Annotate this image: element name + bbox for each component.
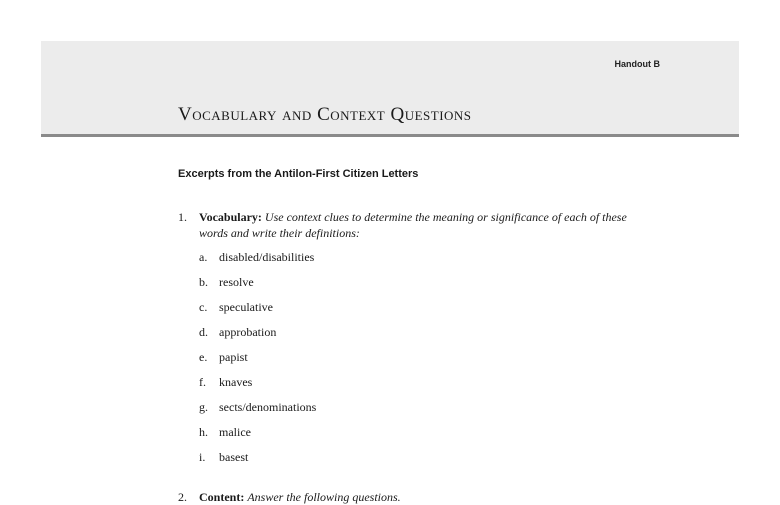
list-item [199,400,316,425]
item-letter: b. [199,275,208,289]
list-item [199,425,316,450]
question-prompt: Use context clues to determine the meaning or significance of each of these words and write their definitions: [199,210,627,240]
question-label: Vocabulary: [199,210,262,224]
vocabulary-word: speculative [219,300,273,314]
item-letter: i. [199,450,206,464]
list-item [199,325,316,350]
vocabulary-word: papist [219,350,248,364]
vocabulary-word: resolve [219,275,254,289]
vocabulary-word: knaves [219,375,253,389]
item-letter: c. [199,300,208,314]
vocabulary-word: approbation [219,325,277,339]
question-2 [178,489,648,505]
list-item [199,275,316,300]
question-label: Content: [199,490,245,504]
item-letter: f. [199,375,206,389]
item-letter: a. [199,250,208,264]
vocabulary-word: sects/denominations [219,400,317,414]
list-item [199,300,316,325]
list-item [199,350,316,375]
item-letter: h. [199,425,208,439]
list-item [199,250,316,275]
question-prompt: Answer the following questions. [247,490,401,504]
list-item [199,375,316,400]
page-title: Vocabulary and Context Questions [178,104,472,125]
vocabulary-word: malice [219,425,251,439]
list-item [199,450,316,475]
question-number: 1. [178,210,187,224]
question-1 [178,209,648,241]
vocabulary-word: basest [219,450,249,464]
item-letter: e. [199,350,208,364]
item-letter: g. [199,400,208,414]
vocabulary-list [199,250,316,475]
vocabulary-word: disabled/disabilities [219,250,315,264]
header-divider [41,134,739,137]
item-letter: d. [199,325,208,339]
question-number: 2. [178,490,187,504]
handout-label: Handout B [614,59,660,69]
section-heading: Excerpts from the Antilon-First Citizen Letters [178,168,419,180]
